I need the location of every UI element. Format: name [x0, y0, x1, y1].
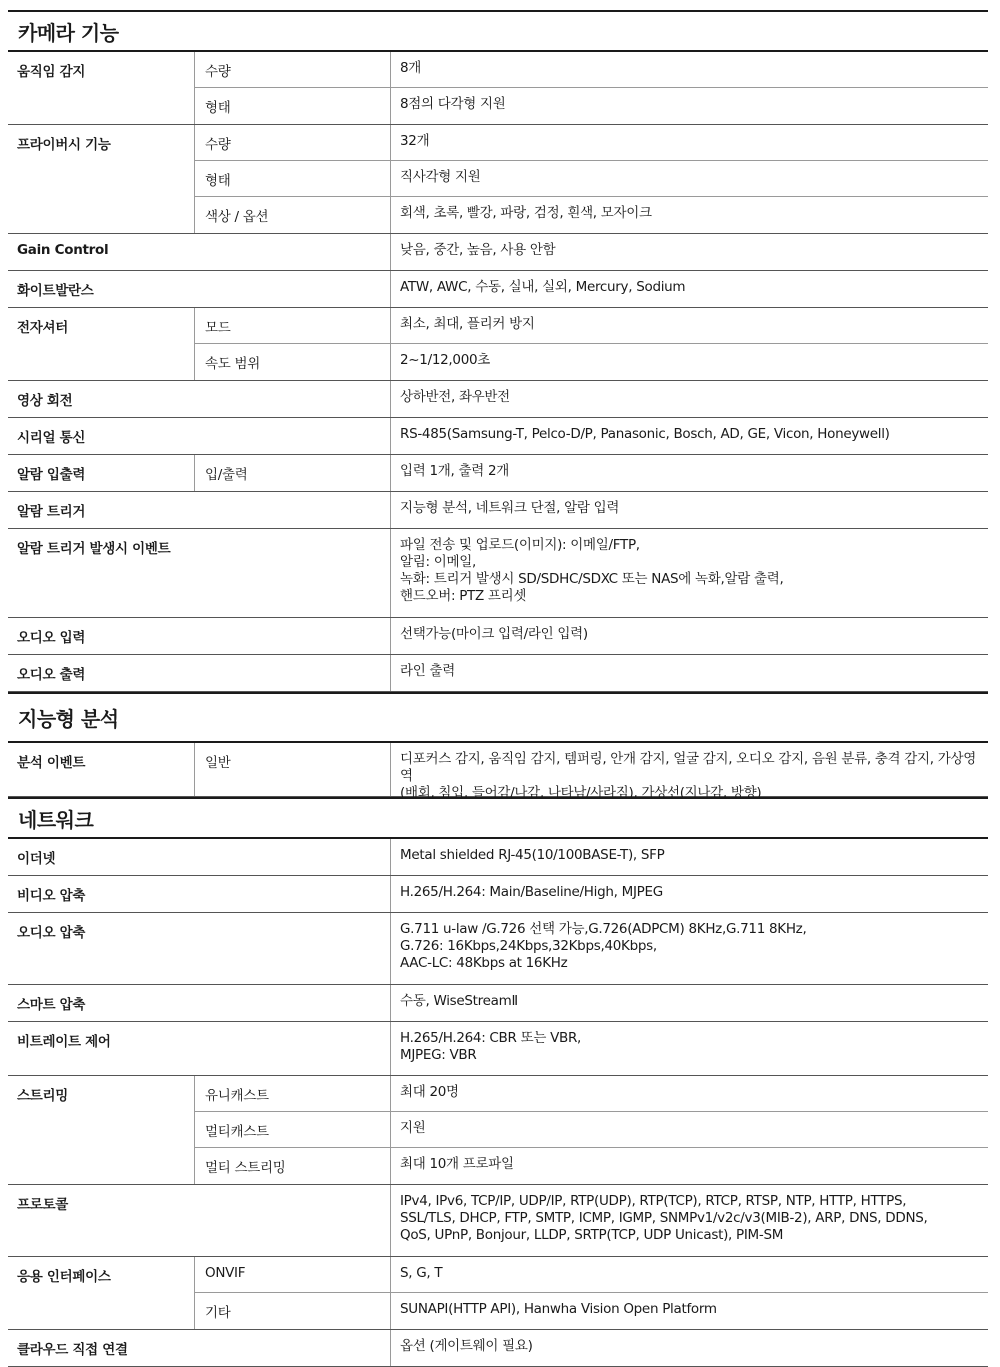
spec-group: [8, 52, 988, 125]
spec-name: 오디오 입력: [17, 630, 86, 646]
spec-rows: [194, 743, 988, 801]
spec-subname: [194, 271, 390, 307]
spec-rows: [194, 655, 988, 691]
spec-subname: 유니캐스트: [194, 1076, 390, 1111]
spec-group: [8, 529, 988, 618]
spec-value: 파일 전송 및 업로드(이미지): 이메일/FTP, 알림: 이메일, 녹화: 트리거 발생시 SD/SDHC/SDXC 또는 NAS에 녹화,알람 출력, 핸드오버: PTZ 프리셋: [390, 529, 988, 617]
spec-row: [194, 985, 988, 1021]
spec-subname: 모드: [194, 308, 390, 343]
spec-rows: [194, 455, 988, 491]
spec-rows: [194, 234, 988, 270]
spec-subname: ONVIF: [194, 1257, 390, 1292]
spec-subname: 수량: [194, 125, 390, 160]
spec-rows: [194, 52, 988, 124]
section-header: [8, 692, 988, 743]
spec-rows: [194, 529, 988, 617]
spec-row: [194, 839, 988, 875]
spec-rows: [194, 1185, 988, 1256]
spec-row: [194, 197, 988, 233]
spec-name: 응용 인터페이스: [17, 1269, 111, 1285]
spec-value: G.711 u-law /G.726 선택 가능,G.726(ADPCM) 8KHz,G.711 8KHz, G.726: 16Kbps,24Kbps,32Kbps,40Kbps, AAC-LC: 48Kbps at 16KHz: [390, 913, 988, 984]
spec-row: [194, 52, 988, 88]
spec-name: 이더넷: [17, 851, 56, 867]
spec-rows: [194, 985, 988, 1021]
spec-group: [8, 1022, 988, 1076]
spec-name: 분석 이벤트: [17, 755, 86, 771]
spec-group: [8, 271, 988, 308]
section-title: 카메라 기능: [18, 20, 119, 45]
spec-value: SUNAPI(HTTP API), Hanwha Vision Open Platform: [390, 1293, 988, 1329]
spec-subname: [194, 839, 390, 875]
spec-subname: [194, 529, 390, 617]
spec-group: [8, 381, 988, 418]
spec-row: [194, 1112, 988, 1148]
spec-subname: [194, 1330, 390, 1366]
spec-subname: 수량: [194, 52, 390, 87]
spec-name: 비디오 압축: [17, 888, 86, 904]
spec-row: [194, 913, 988, 984]
spec-subname: [194, 913, 390, 984]
spec-value: IPv4, IPv6, TCP/IP, UDP/IP, RTP(UDP), RTP(TCP), RTCP, RTSP, NTP, HTTP, HTTPS, SSL/TLS, DHCP, FTP, SMTP, ICMP, IGMP, SNMPv1/v2c/v3(MIB-2), ARP, DNS, DDNS, QoS, UPnP, Bonjour, LLDP, SRTP(TCP, UDP Unicast), PIM-SM: [390, 1185, 988, 1256]
spec-name: Gain Control: [17, 242, 109, 258]
spec-rows: [194, 308, 988, 380]
spec-subname: 형태: [194, 161, 390, 196]
spec-value: 8개: [390, 52, 988, 87]
spec-row: [194, 492, 988, 528]
spec-row: [194, 161, 988, 197]
spec-row: [194, 1185, 988, 1256]
spec-name: 오디오 압축: [17, 925, 86, 941]
spec-name: 영상 회전: [17, 393, 73, 409]
spec-subname: [194, 985, 390, 1021]
spec-rows: [194, 1076, 988, 1184]
spec-row: [194, 271, 988, 307]
spec-value: 회색, 초록, 빨강, 파랑, 검정, 흰색, 모자이크: [390, 197, 988, 233]
spec-group: [8, 743, 988, 801]
spec-value: 최대 10개 프로파일: [390, 1148, 988, 1184]
spec-subname: 형태: [194, 88, 390, 124]
spec-value: 직사각형 지원: [390, 161, 988, 196]
spec-row: [194, 344, 988, 380]
spec-value: 디포커스 감지, 움직임 감지, 템퍼링, 안개 감지, 얼굴 감지, 오디오 감지, 음원 분류, 충격 감지, 가상영역 (배회, 침입, 들어감/나감, 나타남/사라짐), 가상선(지나감, 방향): [390, 743, 988, 796]
spec-row: [194, 618, 988, 654]
spec-row: [194, 418, 988, 454]
spec-rows: [194, 618, 988, 654]
spec-value: 32개: [390, 125, 988, 160]
spec-group: [8, 839, 988, 876]
spec-subname: 일반: [194, 743, 390, 796]
spec-value: ATW, AWC, 수동, 실내, 실외, Mercury, Sodium: [390, 271, 988, 307]
spec-name: 알람 입출력: [17, 467, 86, 483]
spec-group: [8, 125, 988, 234]
spec-rows: [194, 381, 988, 417]
spec-row: [194, 1257, 988, 1293]
spec-value: Metal shielded RJ-45(10/100BASE-T), SFP: [390, 839, 988, 875]
spec-row: [194, 125, 988, 161]
spec-value: 8점의 다각형 지원: [390, 88, 988, 124]
spec-rows: [194, 1330, 988, 1366]
spec-value: 옵션 (게이트웨이 필요): [390, 1330, 988, 1366]
section-header: [8, 10, 988, 52]
spec-group: [8, 455, 988, 492]
spec-row: [194, 1022, 988, 1075]
spec-name: 움직임 감지: [17, 64, 86, 80]
spec-value: 라인 출력: [390, 655, 988, 691]
spec-group: [8, 618, 988, 655]
spec-name: 전자셔터: [17, 320, 68, 336]
spec-group: [8, 418, 988, 455]
spec-group: [8, 913, 988, 985]
spec-row: [194, 1330, 988, 1366]
spec-name: 화이트발란스: [17, 283, 94, 299]
spec-value: 입력 1개, 출력 2개: [390, 455, 988, 491]
spec-subname: [194, 1022, 390, 1075]
spec-name: 스트리밍: [17, 1088, 68, 1104]
spec-value: 선택가능(마이크 입력/라인 입력): [390, 618, 988, 654]
section-title: 네트워크: [18, 807, 94, 832]
spec-row: [194, 743, 988, 801]
spec-value: RS-485(Samsung-T, Pelco-D/P, Panasonic, Bosch, AD, GE, Vicon, Honeywell): [390, 418, 988, 454]
spec-subname: [194, 418, 390, 454]
spec-sheet: [8, 10, 988, 1367]
spec-value: S, G, T: [390, 1257, 988, 1292]
spec-subname: 멀티 스트리밍: [194, 1148, 390, 1184]
section-title: 지능형 분석: [18, 707, 119, 731]
spec-row: [194, 655, 988, 691]
spec-name: 오디오 출력: [17, 667, 86, 683]
section-header: [8, 797, 988, 839]
spec-group: [8, 492, 988, 529]
spec-row: [194, 88, 988, 124]
spec-group: [8, 655, 988, 692]
spec-rows: [194, 125, 988, 233]
spec-rows: [194, 913, 988, 984]
spec-subname: [194, 618, 390, 654]
spec-value: 낮음, 중간, 높음, 사용 안함: [390, 234, 988, 270]
spec-rows: [194, 492, 988, 528]
spec-rows: [194, 271, 988, 307]
spec-name: 스마트 압축: [17, 997, 86, 1013]
spec-name: 클라우드 직접 연결: [17, 1342, 128, 1358]
spec-name: 프라이버시 기능: [17, 137, 111, 153]
spec-subname: [194, 1185, 390, 1256]
spec-subname: [194, 876, 390, 912]
spec-subname: 입/출력: [194, 455, 390, 491]
spec-value: H.265/H.264: Main/Baseline/High, MJPEG: [390, 876, 988, 912]
spec-subname: 속도 범위: [194, 344, 390, 380]
spec-value: H.265/H.264: CBR 또는 VBR, MJPEG: VBR: [390, 1022, 988, 1075]
spec-name: 비트레이트 제어: [17, 1034, 111, 1050]
spec-rows: [194, 1257, 988, 1329]
spec-value: 지원: [390, 1112, 988, 1147]
spec-name: 알람 트리거 발생시 이벤트: [17, 541, 171, 557]
spec-group: [8, 1330, 988, 1367]
spec-row: [194, 234, 988, 270]
spec-value: 최대 20명: [390, 1076, 988, 1111]
spec-value: 지능형 분석, 네트워크 단절, 알람 입력: [390, 492, 988, 528]
spec-row: [194, 1148, 988, 1184]
spec-rows: [194, 418, 988, 454]
spec-subname: 멀티캐스트: [194, 1112, 390, 1147]
spec-rows: [194, 876, 988, 912]
spec-group: [8, 308, 988, 381]
spec-row: [194, 1076, 988, 1112]
spec-subname: [194, 234, 390, 270]
spec-name: 알람 트리거: [17, 504, 86, 520]
spec-row: [194, 455, 988, 491]
spec-row: [194, 876, 988, 912]
spec-rows: [194, 1022, 988, 1075]
spec-rows: [194, 839, 988, 875]
spec-subname: 기타: [194, 1293, 390, 1329]
spec-group: [8, 234, 988, 271]
spec-row: [194, 381, 988, 417]
spec-name: 시리얼 통신: [17, 430, 86, 446]
spec-subname: [194, 655, 390, 691]
spec-row: [194, 1293, 988, 1329]
spec-value: 2~1/12,000초: [390, 344, 988, 380]
spec-group: [8, 1076, 988, 1185]
spec-subname: [194, 381, 390, 417]
spec-value: 수동, WiseStreamⅡ: [390, 985, 988, 1021]
spec-value: 최소, 최대, 플리커 방지: [390, 308, 988, 343]
spec-row: [194, 529, 988, 617]
spec-subname: [194, 492, 390, 528]
spec-group: [8, 876, 988, 913]
spec-group: [8, 1185, 988, 1257]
spec-group: [8, 1257, 988, 1330]
spec-row: [194, 308, 988, 344]
spec-group: [8, 985, 988, 1022]
spec-name: 프로토콜: [17, 1197, 68, 1213]
spec-subname: 색상 / 옵션: [194, 197, 390, 233]
spec-value: 상하반전, 좌우반전: [390, 381, 988, 417]
